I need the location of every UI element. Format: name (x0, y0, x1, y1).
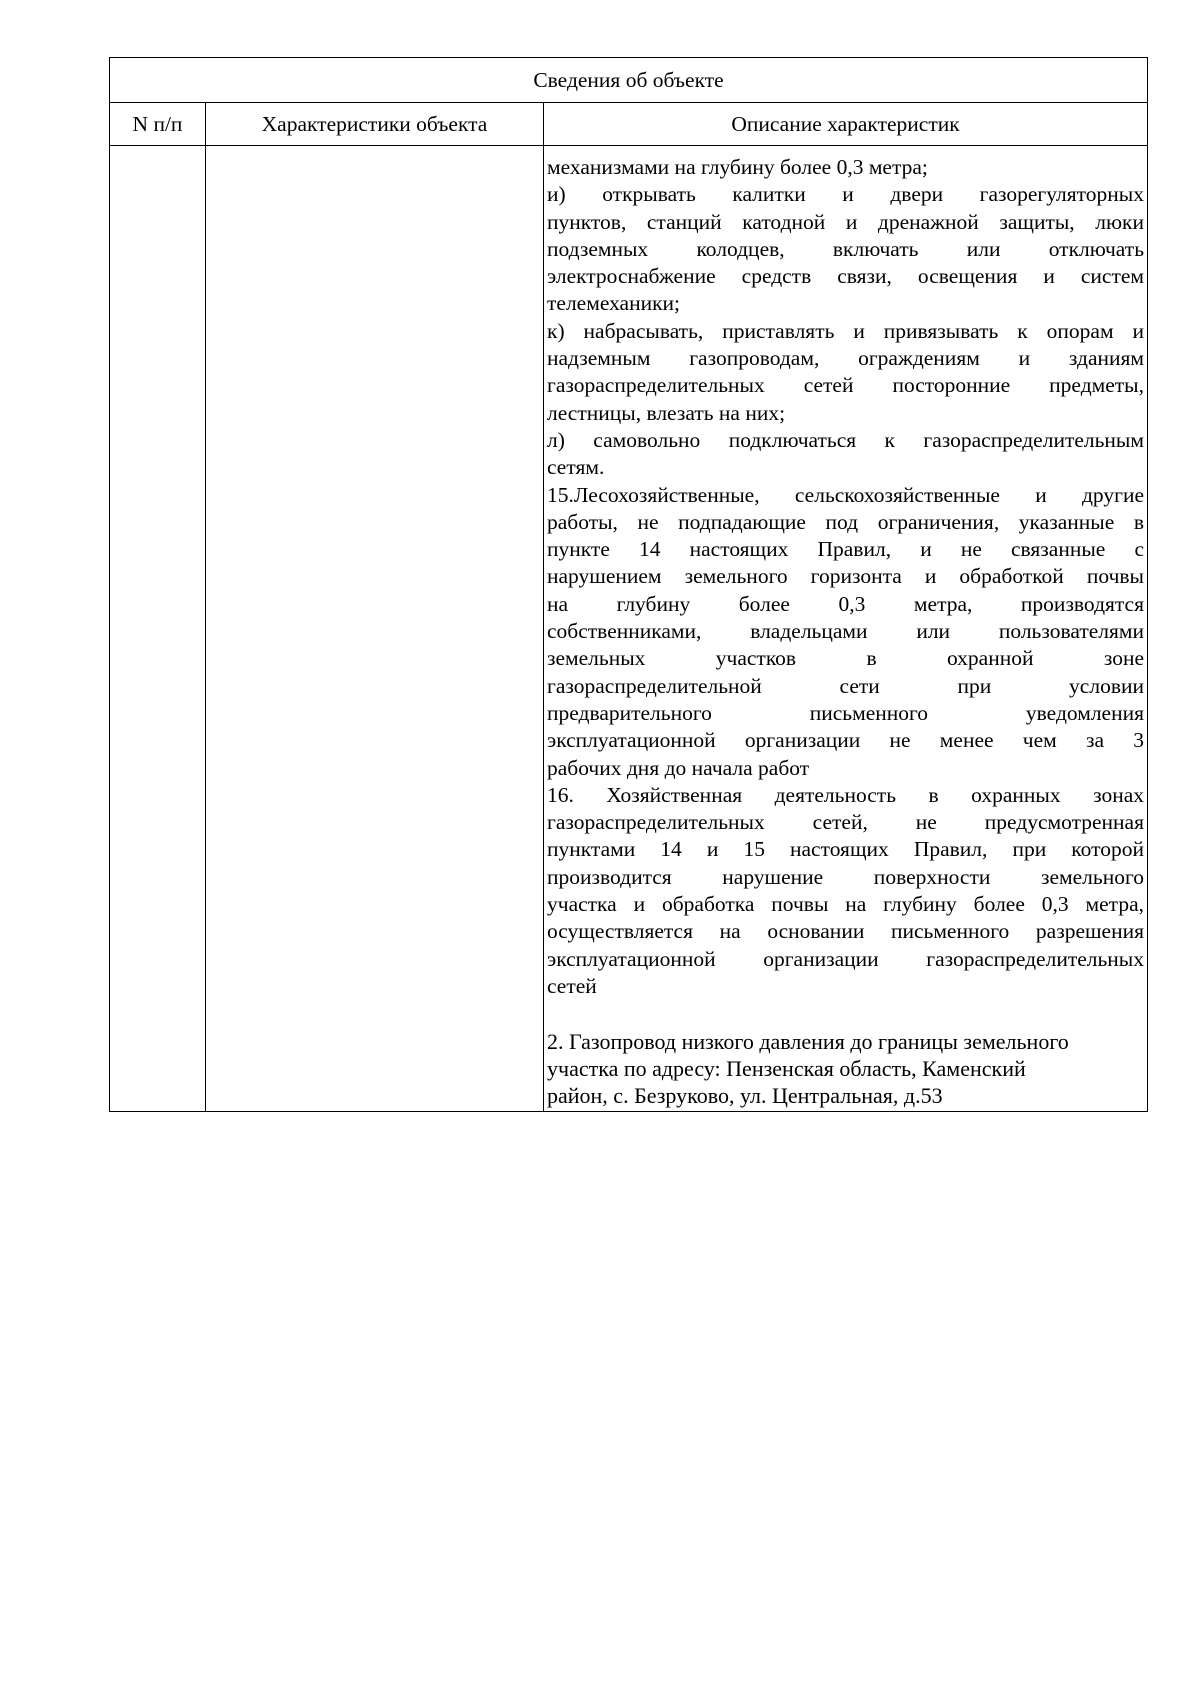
description-line: 15.Лесохозяйственные, сельскохозяйственные и другие (547, 482, 1144, 507)
table-header-row (110, 103, 1148, 146)
header-characteristics: Характеристики объекта (206, 103, 544, 146)
description-line: газораспределительных сетей посторонние предметы, (547, 373, 1144, 398)
description-line: л) самовольно подключаться к газораспределительным (547, 427, 1144, 452)
description-line: работы, не подпадающие под ограничения, указанные в (547, 509, 1144, 534)
description-line: и) открывать калитки и двери газорегуляторных (547, 182, 1144, 207)
row-n-cell (110, 146, 206, 1112)
description-line: телемеханики; (547, 291, 681, 316)
description-line: предварительного письменного уведомления (547, 700, 1144, 725)
description-line: пунктов, станций катодной и дренажной защиты, люки (547, 209, 1144, 234)
description-line: лестницы, влезать на них; (547, 400, 786, 425)
description-line: к) набрасывать, приставлять и привязывать к опорам и (547, 318, 1144, 343)
header-n: N п/п (110, 103, 206, 146)
description-line: собственниками, владельцами или пользователями (547, 619, 1144, 644)
description-line: эксплуатационной организации не менее чем за 3 (547, 728, 1144, 753)
description-line: земельных участков в охранной зоне (547, 646, 1144, 671)
address-line: район, с. Безруково, ул. Центральная, д.53 (547, 1083, 943, 1109)
description-line: 16. Хозяйственная деятельность в охранных зонах (547, 782, 1144, 807)
description-line: на глубину более 0,3 метра, производятся (547, 591, 1144, 616)
description-line: эксплуатационной организации газораспределительных (547, 946, 1144, 971)
description-line: газораспределительной сети при условии (547, 673, 1144, 698)
address-text (547, 1028, 1144, 1110)
description-line: осуществляется на основании письменного разрешения (547, 919, 1144, 944)
description-line: участка и обработка почвы на глубину более 0,3 метра, (547, 892, 1144, 917)
address-line: 2. Газопровод низкого давления до границы земельного (547, 1028, 1069, 1054)
description-line: подземных колодцев, включать или отключать (547, 236, 1144, 261)
table-row (110, 146, 1148, 1112)
description-line: пунктами 14 и 15 настоящих Правил, при которой (547, 837, 1144, 862)
paragraph-gap (547, 1000, 1144, 1027)
description-line: сетей (547, 973, 597, 998)
description-line: рабочих дня до начала работ (547, 755, 810, 780)
description-line: нарушением земельного горизонта и обработкой почвы (547, 564, 1144, 589)
description-line: сетям. (547, 455, 605, 480)
table-title: Сведения об объекте (110, 58, 1148, 103)
address-line: участка по адресу: Пензенская область, Каменский (547, 1055, 1026, 1081)
description-line: надземным газопроводам, ограждениям и зданиям (547, 346, 1144, 371)
row-description-cell (544, 146, 1148, 1112)
description-line: производится нарушение поверхности земельного (547, 864, 1144, 889)
table-title-row (110, 58, 1148, 103)
description-text (547, 154, 1144, 1000)
description-line: электроснабжение средств связи, освещения и систем (547, 264, 1144, 289)
description-line: механизмами на глубину более 0,3 метра; (547, 155, 928, 179)
header-description: Описание характеристик (544, 103, 1148, 146)
description-line: пункте 14 настоящих Правил, и не связанные с (547, 537, 1144, 562)
row-characteristics-cell (206, 146, 544, 1112)
object-info-table (109, 57, 1148, 1112)
description-line: газораспределительных сетей, не предусмотренная (547, 810, 1144, 835)
